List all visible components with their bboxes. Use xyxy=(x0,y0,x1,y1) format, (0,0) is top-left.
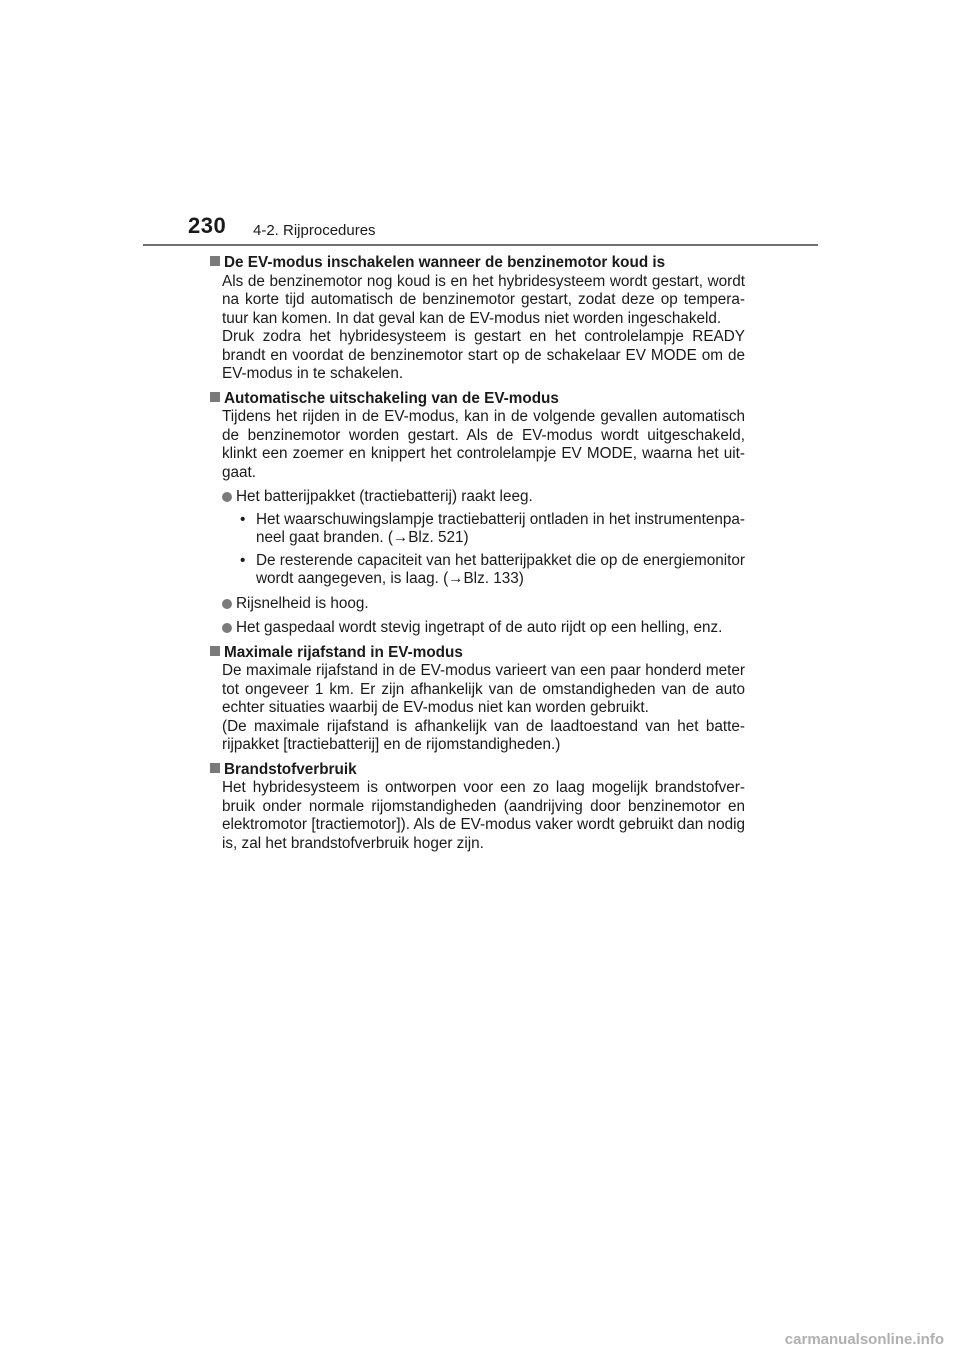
header-rule xyxy=(143,244,818,246)
paragraph: Tijdens het rijden in de EV-modus, kan in de volgende gevallen automatisch de benzinemotor worden gestart. Als de EV-modus wordt uitgeschakeld, klinkt een zoemer en knippert het controlelampje EV MODE, waarna het uit-gaat. xyxy=(222,408,745,481)
section-heading: Brandstofverbruik xyxy=(224,760,357,778)
paragraph: (De maximale rijafstand is afhankelijk van de laadtoestand van het batte-rijpakket [tractiebatterij] en de rijomstandigheden.) xyxy=(222,717,745,753)
content xyxy=(210,254,745,859)
paragraph: Druk zodra het hybridesysteem is gestart en het controlelampje READY brandt en voordat de benzinemotor start op de schakelaar EV MODE om de EV-modus in te schakelen. xyxy=(222,328,745,382)
paragraph: Als de benzinemotor nog koud is en het hybridesysteem wordt gestart, wordt na korte tijd automatisch de benzinemotor gestart, zodat deze op tempera-tuur kan komen. In dat geval kan de EV-modus niet worden ingeschakeld. xyxy=(222,272,745,327)
section-max-range xyxy=(210,644,745,755)
section-heading: Maximale rijafstand in EV-modus xyxy=(224,643,463,661)
section-heading: Automatische uitschakeling van de EV-modus xyxy=(224,389,559,407)
watermark: carmanualsonline.info xyxy=(784,1331,944,1348)
square-bullet-icon xyxy=(210,763,220,773)
paragraph: De maximale rijafstand in de EV-modus varieert van een paar honderd meter tot ongeveer 1 km. Er zijn afhankelijk van de omstandigheden van de auto echter situaties waarbij de EV-modus niet kan worden gebruikt. xyxy=(222,662,745,716)
page-number: 230 xyxy=(188,213,227,238)
square-bullet-icon xyxy=(210,256,220,266)
list-item: Rijsnelheid is hoog. xyxy=(222,595,745,614)
round-bullet-icon xyxy=(222,623,232,633)
list-item: Het gaspedaal wordt stevig ingetrapt of de auto rijdt op een helling, enz. xyxy=(222,619,745,638)
square-bullet-icon xyxy=(210,646,220,656)
section-ev-auto-off xyxy=(210,390,745,638)
section-title: 4-2. Rijprocedures xyxy=(253,222,376,239)
paragraph: Het hybridesysteem is ontworpen voor een zo laag mogelijk brandstofver-bruik onder normale rijomstandigheden (aandrijving door benzinemotor en elektromotor [tractiemotor]). Als de EV-modus vaker wordt gebruikt dan nodig is, zal het brandstofverbruik hoger zijn. xyxy=(222,779,745,852)
section-heading: De EV-modus inschakelen wanneer de benzinemotor koud is xyxy=(224,254,666,271)
square-bullet-icon xyxy=(210,392,220,402)
section-ev-cold xyxy=(210,254,745,384)
section-fuel xyxy=(210,761,745,854)
list-item: Het batterijpakket (tractiebatterij) raakt leeg. xyxy=(222,488,745,507)
sub-list-item: • Het waarschuwingslampje tractiebatterij ontladen in het instrumentenpa-neel gaat branden. (→Blz. 521) xyxy=(240,510,745,546)
round-bullet-icon xyxy=(222,492,232,502)
sub-list-item: • De resterende capaciteit van het batterijpakket die op de energiemonitor wordt aangegeven, is laag. (→Blz. 133) xyxy=(240,551,745,587)
round-bullet-icon xyxy=(222,599,232,609)
